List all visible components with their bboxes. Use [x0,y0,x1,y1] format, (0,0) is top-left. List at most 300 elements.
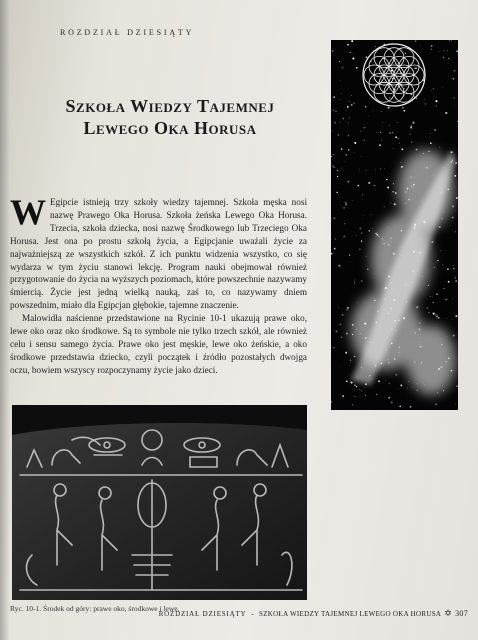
star-dot [350,360,351,361]
star-dot [404,94,405,95]
star-dot [408,284,409,285]
star-dot [360,131,361,132]
star-dot [361,280,362,281]
star-dot [352,200,353,201]
star-dot [394,203,396,205]
star-dot [410,406,412,408]
star-dot [451,161,453,163]
star-dot [405,284,406,285]
star-dot [391,308,392,309]
star-dot [416,98,417,99]
star-dot [448,357,450,359]
star-dot [335,238,337,240]
star-dot [388,313,389,314]
star-dot [381,139,382,140]
star-dot [443,264,444,265]
star-dot [430,142,432,144]
star-dot [438,317,439,318]
star-dot [350,365,351,366]
star-dot [342,314,344,316]
star-dot [348,149,350,151]
page-footer [158,608,468,618]
star-dot [454,145,455,146]
star-dot [446,318,447,319]
star-dot [425,103,427,105]
star-dot [340,99,341,100]
star-dot [436,293,438,295]
star-dot [354,283,355,284]
star-dot [389,125,390,126]
star-dot [398,346,400,348]
star-dot [368,85,369,86]
star-dot [344,223,345,224]
star-dot [346,309,348,311]
star-dot [349,117,350,118]
star-dot [414,363,415,364]
star-dot [356,235,357,236]
star-dot [453,268,454,269]
star-dot [454,370,455,371]
star-dot [413,184,415,186]
star-dot [342,395,344,397]
star-dot [361,240,363,242]
star-dot [391,328,392,329]
star-dot [428,309,429,310]
star-dot [366,256,367,257]
star-dot [361,366,362,367]
star-dot [345,203,347,205]
page-number: 307 [455,609,468,618]
star-dot [435,100,437,102]
star-dot [348,100,349,101]
star-dot [359,169,360,170]
star-dot [333,217,335,219]
star-dot [341,366,342,367]
star-dot [361,391,362,392]
star-dot [391,343,392,344]
star-dot [395,136,397,138]
star-dot [432,302,434,304]
star-dot [340,122,341,123]
star-dot [435,403,437,405]
binding-shadow [0,0,10,640]
star-dot [362,319,363,320]
star-dot [389,132,391,134]
star-dot [440,338,441,339]
star-dot [373,111,374,112]
star-dot [366,170,367,171]
star-dot [349,254,350,255]
star-dot [360,156,361,157]
star-dot [361,232,362,233]
star-dot [428,285,429,286]
star-dot [417,390,418,391]
star-dot [347,307,348,308]
star-dot [364,323,366,325]
star-dot [352,324,354,326]
star-dot [451,40,452,41]
star-dot [338,307,339,308]
star-dot [382,238,383,239]
star-dot [359,249,361,251]
paragraph-2: Malowidła naścienne przedstawione na Rycinie 10-1 ukazują prawe oko, lewe oko oraz oko środkowe. Są to symbole nie tylko trzech szkół, ale również celu i sensu samego życia. Prawe oko jest męskie, lewe oko żeńskie, a oko środkowe przedstawia dziecko, czyli początek i źródło pozostałych dwojga oczu, bowiem wszyscy rozpoczynamy życie jako dzieci. [10,313,307,375]
star-dot [436,316,438,318]
star-dot [440,147,441,148]
star-dot [452,205,454,207]
title-line-1: Szkoła Wiedzy Tajemnej [65,96,275,116]
star-dot [337,170,338,171]
star-dot [399,143,400,144]
relief-graphic [12,405,307,600]
star-dot [388,107,390,109]
star-dot [336,192,338,194]
star-dot [376,132,377,133]
star-dot [384,85,385,86]
star-dot [421,289,422,290]
star-dot [427,307,428,308]
star-dot [375,365,377,367]
star-dot [455,404,456,405]
star-dot [408,381,409,382]
star-dot [399,352,400,353]
star-dot [423,221,425,223]
star-dot [391,282,392,283]
star-dot [345,121,346,122]
star-dot [348,135,350,137]
star-dot [421,201,422,202]
star-dot [375,233,376,234]
body-text [10,192,307,377]
star-dot [421,362,422,363]
star-dot [333,109,334,110]
star-dot [431,48,432,49]
star-dot [378,380,380,382]
star-dot [370,214,371,215]
star-dot [386,179,387,180]
egyptian-relief-figure [12,405,307,600]
star-dot [432,296,433,297]
star-dot [433,88,434,89]
star-dot [342,67,344,69]
star-dot [412,282,413,283]
star-dot [420,238,421,239]
star-dot [391,401,393,403]
star-dot [414,332,416,334]
star-dot [453,334,455,336]
star-dot [411,141,412,142]
star-dot [454,105,455,106]
star-dot [430,296,431,297]
star-dot [443,57,445,59]
star-dot [411,177,412,178]
star-dot [375,273,376,274]
star-dot [370,342,371,343]
star-dot [441,344,442,345]
star-dot [352,54,353,55]
star-dot [407,188,409,190]
star-dot [367,269,368,270]
star-dot [410,71,411,72]
star-dot [447,50,448,51]
star-dot [356,329,357,330]
star-dot [374,300,375,301]
star-dot [350,261,351,262]
star-dot [369,375,370,376]
star-dot [445,112,447,114]
title-line-2: Lewego Oka Horusa [83,118,257,138]
star-dot [372,214,373,215]
star-dot [364,140,365,141]
star-dot [431,90,432,91]
cosmic-image-graphic [331,40,458,410]
star-dot [433,192,434,193]
star-dot [437,260,438,261]
running-head: ROZDZIAŁ DZIESIĄTY [60,28,195,37]
star-dot [453,97,454,98]
star-dot [410,125,412,127]
star-dot [446,336,447,337]
star-dot [403,317,405,319]
star-dot [445,299,447,301]
star-dot [431,45,433,47]
star-dot [414,224,416,226]
star-dot [357,185,359,187]
star-dot [335,110,337,112]
star-dot [371,379,372,380]
star-dot [455,162,457,164]
star-dot [341,148,343,150]
star-dot [399,406,401,408]
star-dot [341,93,342,94]
star-dot [354,396,355,397]
star-dot [337,176,338,177]
star-dot [342,168,343,169]
star-dot [354,356,355,357]
star-dot [401,166,403,168]
star-dot [352,404,353,405]
star-dot [333,165,334,166]
star-dot [379,144,381,146]
star-dot [359,227,361,229]
star-dot [351,40,353,42]
star-dot [346,380,348,382]
star-dot [395,374,397,376]
star-dot [375,322,377,324]
star-dot [394,288,395,289]
star-dot [416,149,418,151]
star-dot [452,299,453,300]
star-dot [333,96,335,98]
footer-separator: - [251,609,255,618]
star-dot [395,192,397,194]
star-dot [387,186,389,188]
star-dot [368,182,370,184]
star-dot [387,227,388,228]
star-dot [334,248,336,250]
star-dot [392,191,393,192]
star-dot [426,167,428,169]
star-dot [349,101,350,102]
star-dot [385,298,387,300]
star-dot [348,122,349,123]
star-dot [365,106,367,108]
star-dot [455,315,457,317]
star-dot [364,303,365,304]
star-dot [378,235,379,236]
star-dot [413,227,415,229]
star-dot [441,366,443,368]
star-dot [332,50,333,51]
star-dot [351,104,353,106]
star-dot [454,175,456,177]
star-dot [346,332,348,334]
star-dot [386,350,387,351]
star-dot [398,138,399,139]
star-dot [407,388,408,389]
star-dot [444,250,445,251]
star-dot [435,314,436,315]
star-dot [354,384,356,386]
star-dot [452,217,454,219]
star-dot [392,132,393,133]
star-dot [365,383,367,385]
star-dot [352,334,353,335]
star-dot [346,154,347,155]
star-dot [455,280,457,282]
star-dot [390,237,392,239]
star-dot [434,129,436,131]
star-dot [453,265,454,266]
star-dot [456,197,458,199]
star-dot [354,142,356,144]
star-dot [437,392,438,393]
star-dot [375,169,376,170]
star-dot [394,320,395,321]
star-dot [363,215,364,216]
star-dot [384,206,385,207]
star-dot [453,78,454,79]
star-dot [433,175,434,176]
star-dot [451,151,453,153]
star-dot [440,250,441,251]
star-dot [364,387,365,388]
star-dot [385,287,387,289]
star-dot [383,240,384,241]
star-dot [441,193,442,194]
star-dot [353,102,355,104]
star-dot [442,191,443,192]
star-dot [443,88,444,89]
star-dot [347,181,349,183]
star-dot [345,161,346,162]
star-dot [420,45,421,46]
star-dot [332,165,334,167]
star-dot [454,70,456,72]
star-dot [360,333,361,334]
star-dot [395,330,396,331]
star-dot [332,130,333,131]
star-dot [383,308,384,309]
star-dot [340,80,341,81]
footer-chapter: ROZDZIAŁ DZIESIĄTY [158,609,247,618]
star-dot [383,243,385,245]
star-dot [447,268,449,270]
star-dot [414,68,415,69]
star-dot [447,188,449,190]
star-dot [373,50,374,51]
star-dot [432,241,434,243]
star-dot [439,226,441,228]
star-dot [420,346,422,348]
star-dot [408,182,409,183]
star-dot [389,383,391,385]
star-dot [403,110,405,112]
drop-cap: W [10,192,46,232]
star-dot [436,105,437,106]
star-dot [356,67,358,69]
star-dot [400,162,401,163]
star-dot [441,218,442,219]
star-dot [398,389,399,390]
star-dot [397,122,398,123]
star-dot [404,88,405,89]
star-of-david-icon: ✡ [444,608,453,618]
paragraph-1 [10,192,307,312]
star-dot [410,127,412,129]
star-dot [372,229,373,230]
star-dot [398,320,400,322]
star-dot [455,42,456,43]
star-dot [448,58,450,60]
star-dot [355,280,356,281]
star-dot [414,361,415,362]
star-dot [456,386,457,387]
star-dot [340,324,342,326]
star-dot [438,368,440,370]
star-dot [417,384,418,385]
paragraph-1-text: Egipcie istnieją trzy szkoły wiedzy tajemnej. Szkoła męska nosi nazwę Prawego Oka Horusa. Szkoła żeńska Lewego Oka Horusa. Trzecia, szkoła dziecka, nosi nazwę Środkowego lub Trzeciego Oka Horusa. Jest ona po prostu szkołą życia, a Egipcjanie uważali życie za najważniejszą ze wszystkich szkół. Z ich punktu widzenia wszystko, co się wydarza w tym życiu stanowi lekcję. Program nauki obejmował również przygotowanie do życia na wyższych poziomach, które powszechnie nazywamy śmiercią. Życie jest jedną wielką nauką, zaś to, co nazywamy dniem powszednim, miało dla Egipcjan głębokie, tajemne znaczenie. [10,197,307,311]
star-dot [359,389,360,390]
star-dot [343,235,345,237]
star-dot [389,97,390,98]
star-dot [347,44,349,46]
star-dot [385,380,386,381]
star-dot [406,301,407,302]
star-dot [414,225,416,227]
star-dot [345,352,347,354]
star-dot [455,277,456,278]
star-dot [375,46,376,47]
star-dot [412,122,414,124]
star-dot [422,276,423,277]
star-dot [338,114,339,115]
star-dot [419,342,420,343]
star-dot [382,122,383,123]
star-dot [377,311,378,312]
star-dot [388,362,389,363]
star-dot [443,212,444,213]
star-dot [347,106,349,108]
star-dot [422,71,423,72]
star-dot [455,231,456,232]
star-dot [444,51,445,52]
star-dot [388,244,390,246]
star-dot [341,337,342,338]
star-dot [388,359,389,360]
star-dot [338,265,340,267]
star-dot [334,122,336,124]
star-dot [343,207,345,209]
